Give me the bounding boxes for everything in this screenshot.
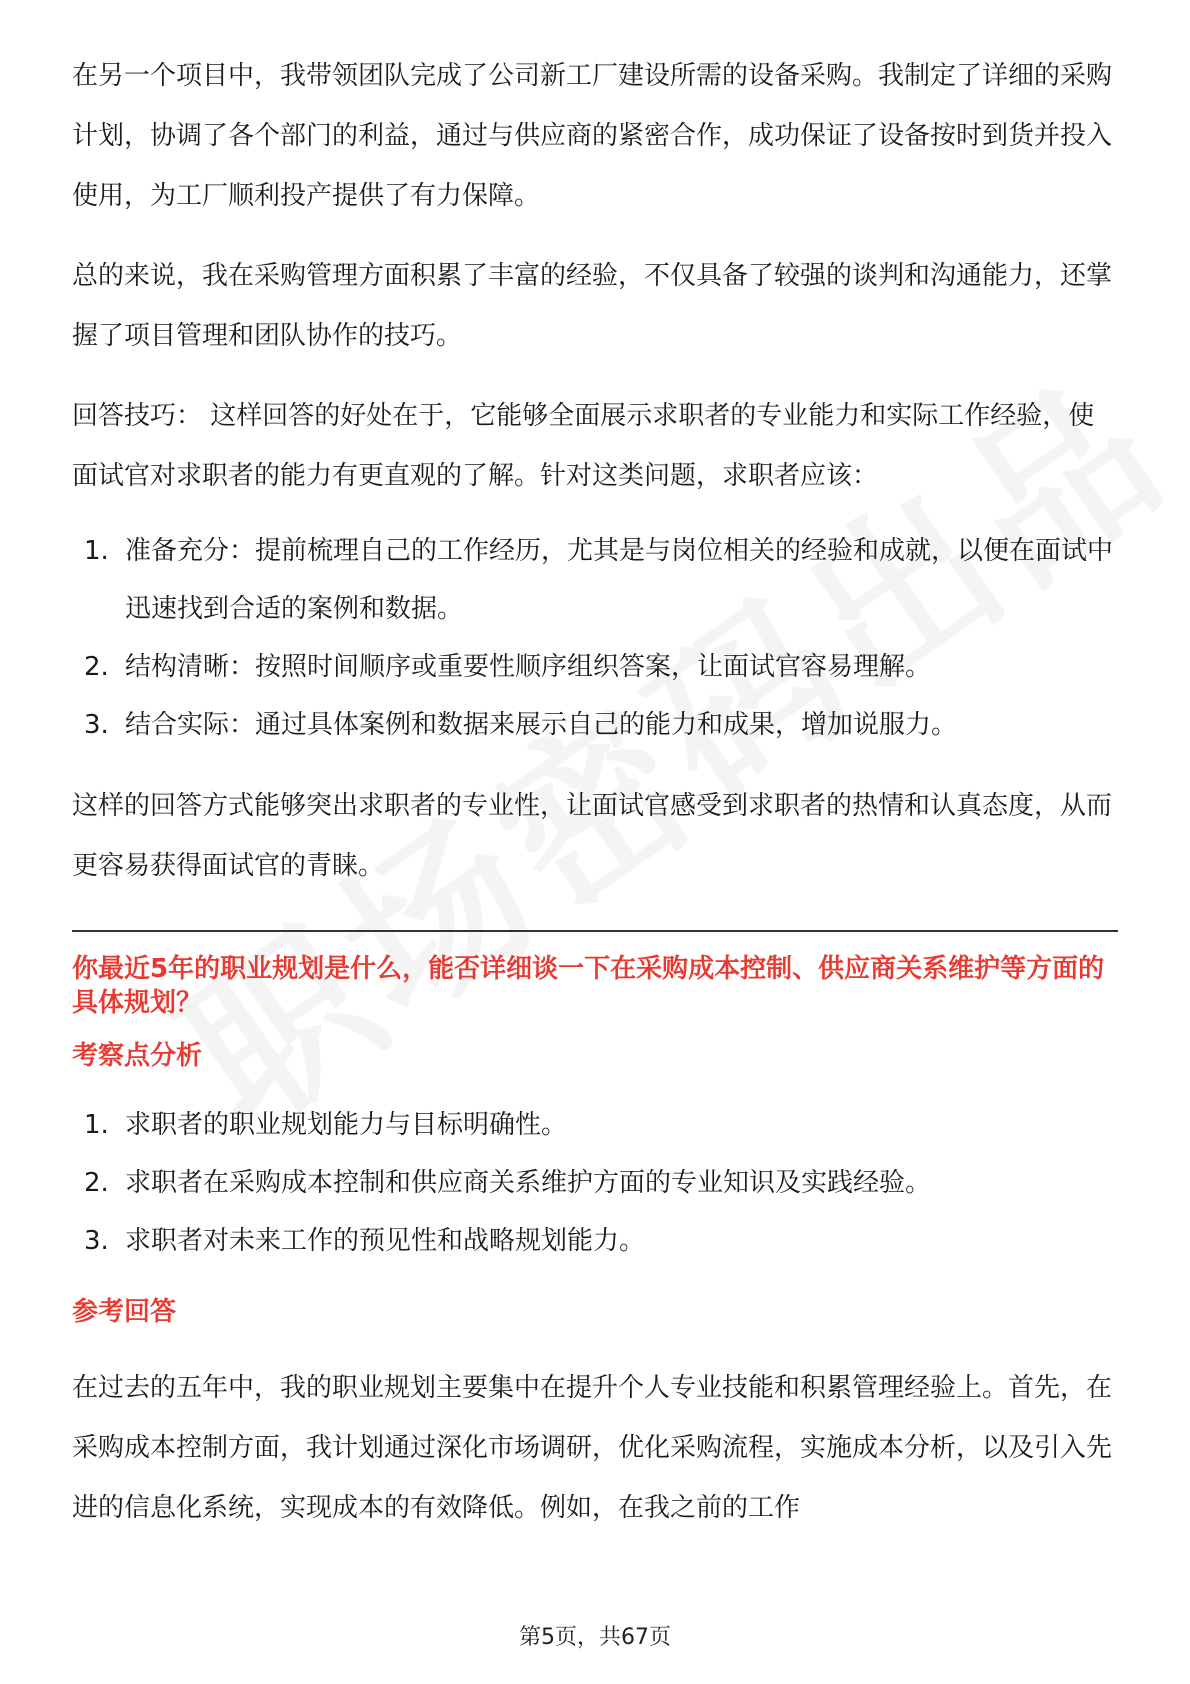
list-text: 求职者对未来工作的预见性和战略规划能力。 [125,1226,646,1256]
list-number: 1. [84,536,109,566]
paragraph-summary: 总的来说，我在采购管理方面积累了丰富的经验，不仅具备了较强的谈判和沟通能力，还掌握了项目管理和团队协作的技巧。 [72,261,1113,351]
section-divider [72,930,1118,932]
list-number: 3. [84,710,109,740]
analysis-list [72,1096,1118,1270]
reference-answer-heading: 参考回答 [72,1297,177,1327]
list-number: 2. [84,652,109,682]
list-item [72,1096,1118,1154]
list-item [72,1212,1118,1270]
interview-question: 你最近5年的职业规划是什么，能否详细谈一下在采购成本控制、供应商关系维护等方面的具体规划？ [72,954,1105,1018]
list-item [72,696,1118,754]
analysis-heading: 考察点分析 [72,1041,203,1071]
list-text: 结构清晰：按照时间顺序或重要性顺序组织答案，让面试官容易理解。 [125,652,932,682]
list-text: 结合实际：通过具体案例和数据来展示自己的能力和成果，增加说服力。 [125,710,958,740]
paragraph-conclusion: 这样的回答方式能够突出求职者的专业性，让面试官感受到求职者的热情和认真态度，从而更容易获得面试官的青睐。 [72,791,1113,881]
list-text: 求职者在采购成本控制和供应商关系维护方面的专业知识及实践经验。 [125,1168,932,1198]
tips-list [72,522,1118,754]
document-page [72,0,1118,1538]
page-footer: 第5页，共67页 [519,1625,671,1650]
list-number: 1. [84,1110,109,1140]
list-item [72,1154,1118,1212]
paragraph-reference-answer: 在过去的五年中，我的职业规划主要集中在提升个人专业技能和积累管理经验上。首先，在采购成本控制方面，我计划通过深化市场调研，优化采购流程，实施成本分析，以及引入先进的信息化系统，实现成本的有效降低。例如，在我之前的工作 [72,1373,1113,1523]
list-item [72,522,1118,638]
paragraph-equipment-project: 在另一个项目中，我带领团队完成了公司新工厂建设所需的设备采购。我制定了详细的采购计划，协调了各个部门的利益，通过与供应商的紧密合作，成功保证了设备按时到货并投入使用，为工厂顺利投产提供了有力保障。 [72,61,1113,211]
list-text: 求职者的职业规划能力与目标明确性。 [125,1110,568,1140]
list-item [72,638,1118,696]
list-number: 2. [84,1168,109,1198]
paragraph-answer-tips: 回答技巧： 这样回答的好处在于，它能够全面展示求职者的专业能力和实际工作经验，使面试官对求职者的能力有更直观的了解。针对这类问题，求职者应该： [72,401,1095,491]
list-number: 3. [84,1226,109,1256]
list-text: 准备充分：提前梳理自己的工作经历，尤其是与岗位相关的经验和成就，以便在面试中迅速找到合适的案例和数据。 [125,536,1114,624]
